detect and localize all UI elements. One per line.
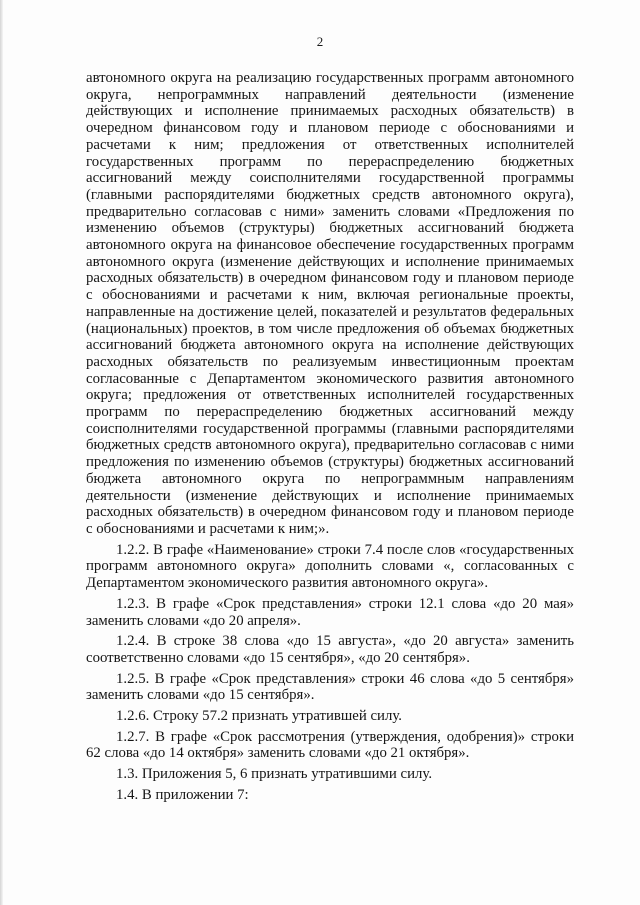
paragraph-continuation: автономного округа на реализацию государственных программ автономного округа, непрограммных направлений деятельности (изменение действующих и исполнение принимаемых расходных обязательств) в очередном финансовом году и плановом периоде с обоснованиями и расчетами к ним; предложения от ответственных исполнителей государственных программ по перераспределению бюджетных ассигнований между соисполнителями государственной программы (главными распорядителями бюджетных средств автономного округа), предварительно согласовав с ними» заменить словами «Предложения по изменению объемов (структуры) бюджетных ассигнований бюджета автономного округа на финансовое обеспечение государственных программ автономного округа (изменение действующих и исполнение принимаемых расходных обязательств) в очередном финансовом году и плановом периоде с обоснованиями и расчетами к ним, включая региональные проекты, направленные на достижение целей, показателей и результатов федеральных (национальных) проектов, в том числе предложения об объемах бюджетных ассигнований бюджета автономного округа на исполнение действующих расходных обязательств по реализуемым инвестиционным проектам согласованные с Департаментом экономического развития автономного округа; предложения от ответственных исполнителей государственных программ по перераспределению бюджетных ассигнований между соисполнителями государственной программы (главными распорядителями бюджетных средств автономного округа), предварительно согласовав с ними предложения по изменению объемов (структуры) бюджетных ассигнований бюджета автономного округа по непрограммным направлениям деятельности (изменение действующих и исполнение принимаемых расходных обязательств) в очередном финансовом году и плановом периоде с обоснованиями и расчетами к ним;». — [86, 70, 574, 537]
document-body — [86, 70, 574, 804]
paragraph-1-2-4: 1.2.4. В строке 38 слова «до 15 августа», «до 20 августа» заменить соответственно словами «до 15 сентября», «до 20 сентября». — [86, 633, 574, 666]
page-number: 2 — [316, 34, 324, 49]
paragraph-1-2-5: 1.2.5. В графе «Срок представления» строки 46 слова «до 5 сентября» заменить словами «до 15 сентября». — [86, 670, 574, 704]
paragraph-1-2-6: 1.2.6. Строку 57.2 признать утратившей силу. — [116, 708, 402, 725]
paragraph-1-3: 1.3. Приложения 5, 6 признать утратившими силу. — [116, 766, 433, 783]
paragraph-1-2-3: 1.2.3. В графе «Срок представления» строки 12.1 слова «до 20 мая» заменить словами «до 20 апреля». — [86, 595, 574, 629]
paragraph-1-2-2: 1.2.2. В графе «Наименование» строки 7.4 после слов «государственных программ автономного округа» дополнить словами «, согласованных с Департаментом экономического развития автономного округа». — [86, 541, 574, 592]
scan-edge-shadow — [0, 0, 3, 905]
paragraph-1-4: 1.4. В приложении 7: — [116, 786, 249, 803]
paragraph-1-2-7: 1.2.7. В графе «Срок рассмотрения (утверждения, одобрения)» строки 62 слова «до 14 октября» заменить словами «до 21 октября». — [86, 728, 574, 762]
